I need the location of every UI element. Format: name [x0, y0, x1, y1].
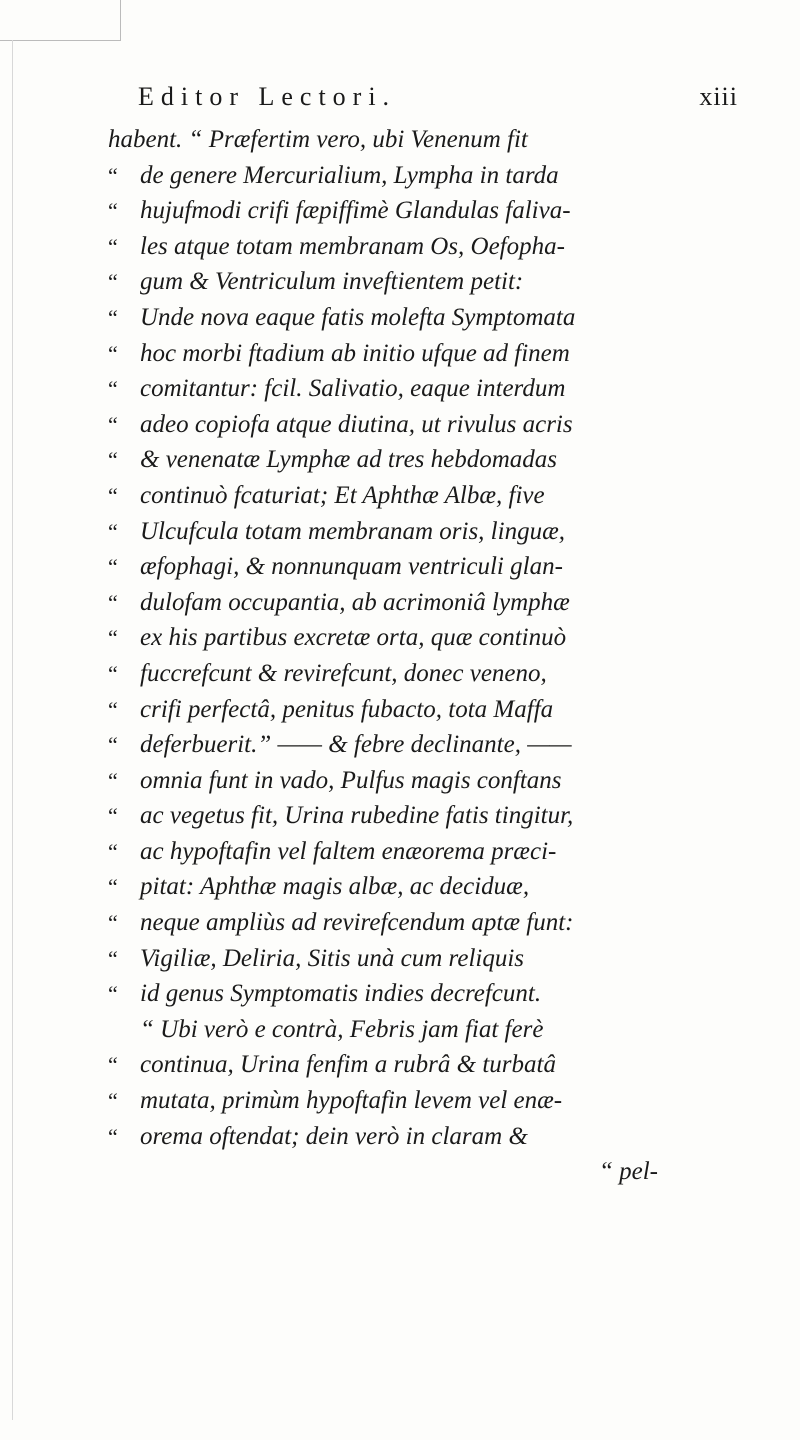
quote-mark: “: [108, 518, 118, 544]
quote-mark: “: [108, 482, 118, 508]
catchword: [108, 1154, 748, 1190]
text-line: [108, 264, 748, 300]
quote-mark: “: [108, 1052, 118, 1078]
text-line: [108, 905, 748, 941]
text-line: [108, 763, 748, 799]
text-line: [108, 514, 748, 550]
line-text: neque ampliùs ad revirefcendum aptæ funt:: [140, 909, 574, 937]
text-line: [108, 1083, 748, 1119]
line-text: hoc morbi ftadium ab initio ufque ad finem: [140, 339, 570, 367]
text-line: [108, 834, 748, 870]
line-text: deferbuerit.” —— & febre declinante, ——: [140, 731, 572, 759]
page-edge: [0, 0, 121, 41]
quote-mark: “: [108, 732, 118, 758]
text-line: [108, 442, 748, 478]
text-line: [108, 122, 748, 158]
line-text: æfophagi, & nonnunquam ventriculi glan-: [140, 553, 563, 581]
text-line: [108, 798, 748, 834]
line-text: & venenatæ Lymphæ ad tres hebdomadas: [140, 446, 558, 474]
quote-mark: “: [108, 660, 118, 686]
quote-mark: “: [108, 803, 118, 829]
quote-mark: “: [108, 340, 118, 366]
text-line: [108, 407, 748, 443]
text-line: [108, 549, 748, 585]
line-text: ac vegetus fit, Urina rubedine fatis tingitur,: [140, 802, 574, 830]
text-line: [108, 620, 748, 656]
line-text: continua, Urina fenfim a rubrâ & turbatâ: [140, 1051, 556, 1079]
line-text: “ Ubi verò e contrà, Febris jam fiat ferè: [140, 1015, 544, 1043]
line-text: mutata, primùm hypoftafin levem vel enæ-: [140, 1087, 563, 1115]
text-line: [108, 478, 748, 514]
page-edge-line: [12, 40, 13, 1420]
text-line: [108, 300, 748, 336]
quote-mark: “: [108, 838, 118, 864]
quote-mark: “: [108, 589, 118, 615]
header-title: Editor Lectori.: [138, 82, 397, 111]
text-line: [108, 941, 748, 977]
text-line: [108, 1047, 748, 1083]
line-text: omnia funt in vado, Pulfus magis conftans: [140, 766, 562, 794]
text-line: [108, 727, 748, 763]
quote-mark: “: [108, 767, 118, 793]
quote-mark: “: [108, 625, 118, 651]
quote-mark: “: [108, 162, 118, 188]
quote-mark: “: [108, 304, 118, 330]
line-text: ex his partibus excretæ orta, quæ continuò: [140, 624, 567, 652]
quote-mark: “: [108, 447, 118, 473]
line-text: comitantur: fcil. Salivatio, eaque interdum: [140, 375, 566, 403]
quote-mark: “: [108, 554, 118, 580]
text-line: [108, 158, 748, 194]
page-number: xiii: [699, 82, 738, 111]
line-text: fuccrefcunt & revirefcunt, donec veneno,: [140, 659, 547, 687]
text-line: [108, 692, 748, 728]
line-text: les atque totam membranam Os, Oefopha-: [140, 232, 565, 260]
text-line: [108, 976, 748, 1012]
line-text: Unde nova eaque fatis molefta Symptomata: [140, 303, 576, 331]
quote-mark: “: [108, 233, 118, 259]
line-text: orema oftendat; dein verò in claram &: [140, 1122, 528, 1150]
quote-mark: “: [108, 198, 118, 224]
text-line: [108, 1119, 748, 1155]
line-text: “ pel-: [598, 1158, 658, 1186]
quote-mark: “: [108, 945, 118, 971]
quote-mark: “: [108, 376, 118, 402]
running-header: [138, 82, 738, 122]
line-text: habent. “ Præfertim vero, ubi Venenum fit: [108, 126, 528, 153]
line-text: de genere Mercurialium, Lympha in tarda: [140, 161, 559, 189]
quote-mark: “: [108, 981, 118, 1007]
text-line: [108, 371, 748, 407]
quote-mark: “: [108, 269, 118, 295]
text-line: [108, 869, 748, 905]
quote-mark: “: [108, 910, 118, 936]
text-line: [108, 1012, 748, 1048]
line-text: dulofam occupantia, ab acrimoniâ lymphæ: [140, 588, 570, 616]
line-text: gum & Ventriculum inveftientem petit:: [140, 268, 524, 296]
quote-mark: “: [108, 411, 118, 437]
line-text: id genus Symptomatis indies decrefcunt.: [140, 980, 542, 1008]
line-text: Ulcufcula totam membranam oris, linguæ,: [140, 517, 565, 545]
quote-mark: “: [108, 1123, 118, 1149]
text-line: [108, 336, 748, 372]
line-text: continuò fcaturiat; Et Aphthæ Albæ, five: [140, 481, 545, 509]
text-line: [108, 229, 748, 265]
line-text: pitat: Aphthæ magis albæ, ac deciduæ,: [140, 873, 530, 901]
text-line: [108, 585, 748, 621]
text-line: [108, 193, 748, 229]
line-text: Vigiliæ, Deliria, Sitis unà cum reliquis: [140, 944, 525, 972]
line-text: adeo copiofa atque diutina, ut rivulus acris: [140, 410, 573, 438]
text-line: [108, 656, 748, 692]
quote-mark: “: [108, 1088, 118, 1114]
body-text: [108, 122, 748, 1190]
line-text: hujufmodi crifi fæpiffimè Glandulas faliva-: [140, 197, 571, 225]
quote-mark: “: [108, 696, 118, 722]
line-text: ac hypoftafin vel faltem enæorema præci-: [140, 837, 557, 865]
quote-mark: “: [108, 874, 118, 900]
line-text: crifi perfectâ, penitus fubacto, tota Maffa: [140, 695, 554, 723]
